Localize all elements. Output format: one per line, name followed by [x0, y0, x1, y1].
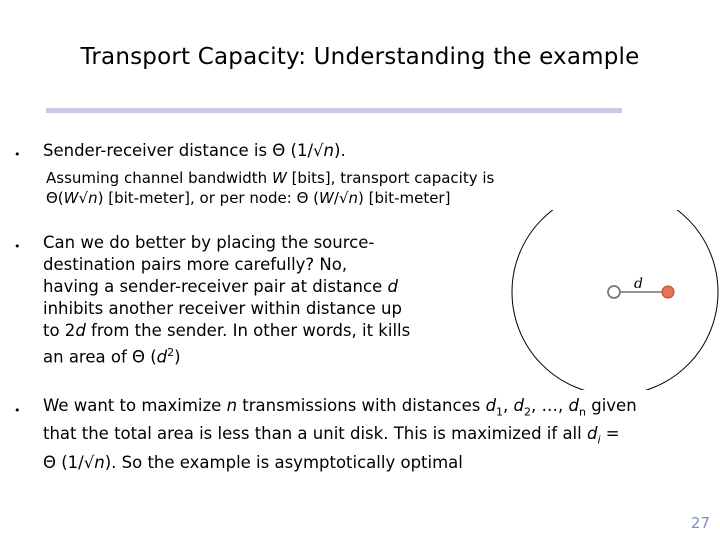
slide-title: Transport Capacity: Understanding the example: [80, 44, 640, 70]
text: Sender-receiver distance is Θ (1/√: [43, 141, 324, 160]
var-d: d: [568, 396, 579, 415]
bullet-marker: •: [14, 404, 21, 417]
line: [43, 423, 637, 451]
line: [43, 276, 410, 298]
var-n: n: [94, 452, 105, 472]
text: that the total area is less than a unit disk. This is maximized if all: [43, 424, 587, 444]
var-d: d: [387, 277, 398, 296]
bullet-distance: [43, 140, 346, 162]
capacity-line-1: [46, 168, 494, 188]
line: destination pairs more carefully? No,: [43, 255, 348, 274]
interference-disk-diagram: [500, 210, 720, 390]
line: inhibits another receiver within distance up: [43, 299, 402, 318]
text: ).: [334, 141, 346, 160]
var-n: n: [323, 141, 335, 160]
text: transmissions with distances: [237, 396, 486, 415]
line: [43, 395, 637, 423]
text: Θ(: [46, 189, 64, 207]
subscript: n: [579, 405, 586, 419]
text: to 2: [43, 321, 76, 340]
line: [43, 342, 410, 369]
text: Θ (1/√: [43, 452, 95, 472]
subscript: i: [597, 433, 601, 447]
var-w: W: [63, 189, 79, 207]
line: [43, 320, 410, 342]
bullet-placement: [43, 232, 410, 369]
bullet-marker: •: [14, 148, 21, 161]
text: , …,: [531, 396, 569, 415]
line: [43, 452, 637, 474]
title-underline: [46, 108, 622, 113]
subscript: 1: [496, 405, 504, 419]
bullet-maximize: [43, 395, 637, 474]
text: /√: [333, 189, 349, 207]
var-d: d: [513, 396, 525, 415]
receiver-node: [662, 286, 674, 298]
subscript: 2: [524, 405, 532, 419]
text: from the sender. In other words, it kills: [85, 321, 411, 340]
text: ) [bit-meter]: [358, 189, 451, 207]
text: ,: [503, 396, 514, 415]
var-w: W: [271, 169, 287, 187]
text: Assuming channel bandwidth: [46, 169, 272, 187]
var-n: n: [88, 189, 98, 207]
text: =: [600, 424, 620, 444]
capacity-note: [46, 168, 494, 208]
text: ): [174, 347, 181, 367]
var-d: d: [485, 396, 497, 415]
distance-label: d: [634, 276, 643, 292]
var-d: d: [156, 347, 168, 367]
text: given: [585, 396, 637, 415]
var-n: n: [348, 189, 359, 207]
var-w: W: [319, 189, 334, 207]
text: ). So the example is asymptotically optimal: [104, 452, 463, 472]
var-d: d: [75, 321, 86, 340]
text: √: [78, 189, 89, 207]
var-d: d: [586, 424, 598, 444]
text: We want to maximize: [43, 396, 227, 415]
page-number: 27: [690, 514, 710, 532]
text: having a sender-receiver pair at distance: [43, 277, 388, 296]
line: Can we do better by placing the source-: [43, 233, 375, 252]
var-n: n: [226, 396, 238, 415]
interference-disk: [512, 210, 718, 390]
capacity-line-2: [46, 188, 494, 208]
bullet-marker: •: [14, 240, 21, 253]
sender-node: [608, 286, 620, 298]
superscript: 2: [167, 346, 175, 359]
text: [bits], transport capacity is: [286, 169, 495, 187]
text: an area of Θ (: [43, 347, 157, 367]
text: ) [bit-meter], or per node: Θ (: [97, 189, 320, 207]
